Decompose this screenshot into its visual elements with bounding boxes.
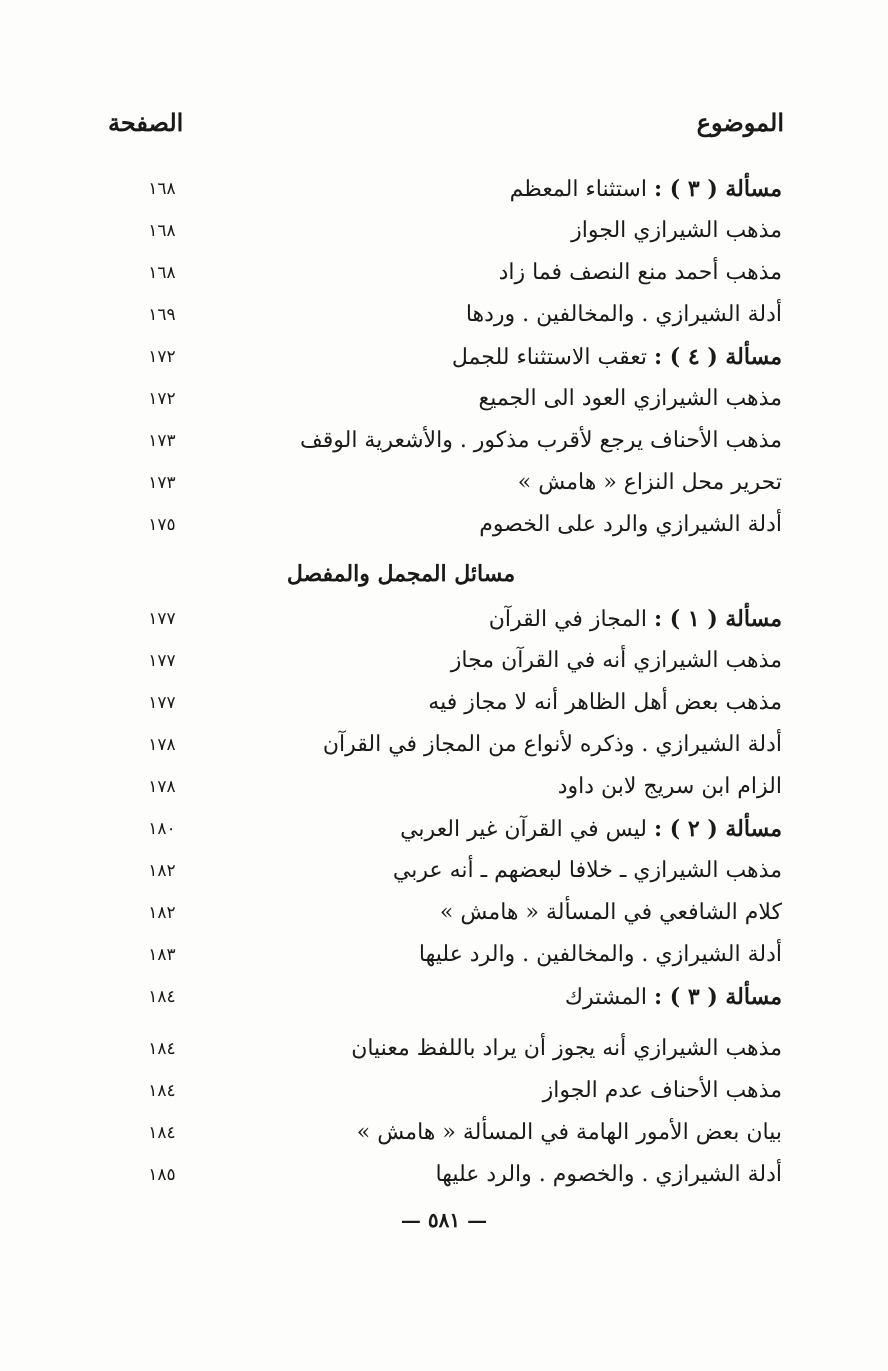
entry-page-number: ١٦٨ <box>148 263 176 283</box>
issue-label: مسألة ( ٣ ) : <box>653 984 782 1010</box>
entry-page-number: ١٦٩ <box>148 305 176 325</box>
toc-row <box>140 294 782 336</box>
toc-row <box>140 850 782 892</box>
toc-row <box>140 598 782 640</box>
entry-page-number: ١٧٥ <box>148 515 176 535</box>
entry-page-number: ١٧٣ <box>148 431 176 451</box>
toc-row <box>140 462 782 504</box>
table-header <box>108 108 784 144</box>
entry-title <box>565 976 782 1019</box>
entry-page-number: ١٨٢ <box>148 903 176 923</box>
toc-row <box>140 934 782 976</box>
entry-text: استثناء المعظم <box>509 177 654 202</box>
toc-row <box>140 378 782 420</box>
issue-label: مسألة ( ١ ) : <box>653 606 782 632</box>
entry-page-number: ١٧٨ <box>148 777 176 797</box>
entry-page-number: ١٧٣ <box>148 473 176 493</box>
entry-text: مذهب بعض أهل الظاهر أنه لا مجاز فيه <box>428 690 782 715</box>
entry-title <box>452 336 782 379</box>
entry-text: أدلة الشيرازي . وذكره لأنواع من المجاز في القرآن <box>322 732 782 757</box>
entry-text: المجاز في القرآن <box>488 607 654 632</box>
entry-text: مذهب الشيرازي العود الى الجميع <box>478 386 782 411</box>
entry-page-number: ١٨٢ <box>148 861 176 881</box>
toc-row <box>140 976 782 1018</box>
entry-text: كلام الشافعي في المسألة « هامش » <box>439 900 782 925</box>
entry-text: مذهب الأحناف عدم الجواز <box>542 1078 782 1103</box>
entry-text: أدلة الشيرازي . والمخالفين . وردها <box>465 302 782 327</box>
entry-text: أدلة الشيرازي . والخصوم . والرد عليها <box>435 1162 782 1187</box>
entry-text: بيان بعض الأمور الهامة في المسألة « هامش » <box>356 1120 782 1145</box>
entry-page-number: ١٦٨ <box>148 179 176 199</box>
spacer <box>140 1018 782 1028</box>
toc-entries <box>140 168 782 1196</box>
toc-row <box>140 724 782 766</box>
toc-row <box>140 1070 782 1112</box>
entry-text: مذهب الشيرازي ـ خلافا لبعضهم ـ أنه عربي <box>392 858 782 883</box>
entry-text: مذهب أحمد منع النصف فما زاد <box>498 260 782 285</box>
entry-page-number: ١٨٠ <box>148 819 176 839</box>
section-title: مسائل المجمل والمفصل <box>286 561 516 587</box>
entry-page-number: ١٧٨ <box>148 735 176 755</box>
toc-row <box>140 1112 782 1154</box>
entry-page-number: ١٨٤ <box>148 987 176 1007</box>
entry-title <box>400 808 782 851</box>
toc-row <box>140 1028 782 1070</box>
entry-title <box>510 168 782 211</box>
entry-page-number: ١٧٧ <box>148 609 176 629</box>
page-number-footer: — ٥٨١ — <box>400 1208 488 1232</box>
entry-text: مذهب الشيرازي أنه يجوز أن يراد باللفظ معنيان <box>351 1036 782 1061</box>
entry-text: المشترك <box>564 985 654 1010</box>
issue-label: مسألة ( ٤ ) : <box>653 344 782 370</box>
entry-page-number: ١٨٤ <box>148 1039 176 1059</box>
toc-row <box>140 336 782 378</box>
entry-text: مذهب الشيرازي الجواز <box>571 218 782 243</box>
toc-row <box>140 504 782 546</box>
entry-text: أدلة الشيرازي . والمخالفين . والرد عليها <box>418 942 782 967</box>
entry-page-number: ١٧٢ <box>148 389 176 409</box>
toc-row <box>140 1154 782 1196</box>
toc-row <box>140 168 782 210</box>
entry-page-number: ١٧٧ <box>148 693 176 713</box>
entry-page-number: ١٨٤ <box>148 1081 176 1101</box>
toc-row <box>140 766 782 808</box>
entry-text: أدلة الشيرازي والرد على الخصوم <box>479 512 782 537</box>
section-heading <box>140 546 782 598</box>
toc-row <box>140 210 782 252</box>
toc-row <box>140 892 782 934</box>
issue-label: مسألة ( ٣ ) : <box>653 176 782 202</box>
entry-text: مذهب الشيرازي أنه في القرآن مجاز <box>450 648 782 673</box>
entry-text: الزام ابن سريج لابن داود <box>557 774 782 799</box>
toc-row <box>140 420 782 462</box>
entry-title <box>489 598 782 641</box>
entry-text: تعقب الاستثناء للجمل <box>451 345 654 370</box>
entry-page-number: ١٧٢ <box>148 347 176 367</box>
entry-text: تحرير محل النزاع « هامش » <box>517 470 782 495</box>
entry-page-number: ١٨٤ <box>148 1123 176 1143</box>
entry-page-number: ١٦٨ <box>148 221 176 241</box>
entry-page-number: ١٧٧ <box>148 651 176 671</box>
toc-row <box>140 808 782 850</box>
entry-page-number: ١٨٣ <box>148 945 176 965</box>
topic-column-heading: الموضوع <box>696 108 784 137</box>
entry-text: ليس في القرآن غير العربي <box>400 817 654 842</box>
entry-text: مذهب الأحناف يرجع لأقرب مذكور . والأشعرية الوقف <box>299 428 782 453</box>
issue-label: مسألة ( ٢ ) : <box>653 816 782 842</box>
toc-row <box>140 682 782 724</box>
page-column-heading: الصفحة <box>108 108 184 137</box>
toc-row <box>140 252 782 294</box>
entry-page-number: ١٨٥ <box>148 1165 176 1185</box>
toc-row <box>140 640 782 682</box>
